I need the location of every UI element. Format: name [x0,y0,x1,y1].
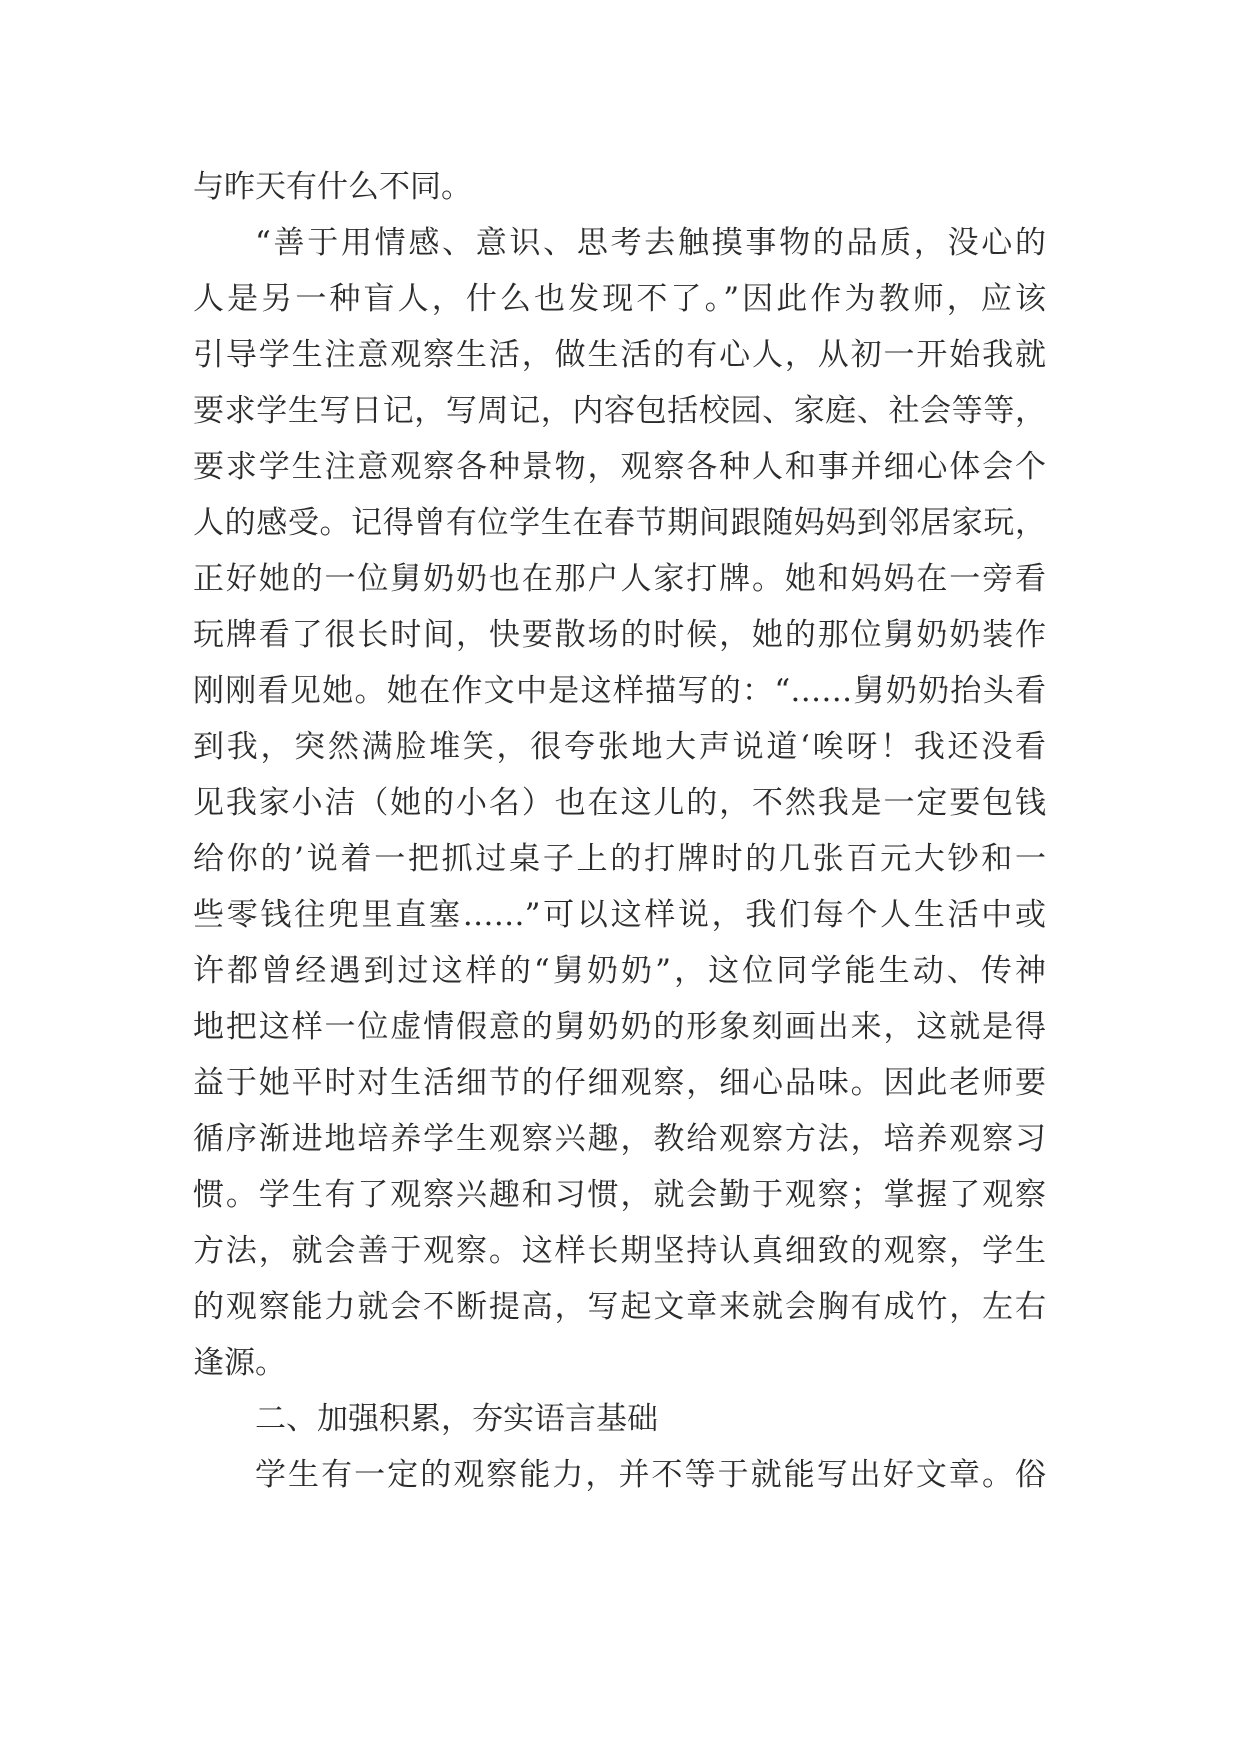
text-line: 惯。学生有了观察兴趣和习惯，就会勤于观察；掌握了观察 [193,1177,1046,1213]
text-line: 与昨天有什么不同。 [193,169,472,205]
text-line: 见我家小洁（她的小名）也在这儿的，不然我是一定要包钱 [193,785,1046,821]
text-line: 的观察能力就会不断提高，写起文章来就会胸有成竹，左右 [193,1289,1046,1325]
text-line: “善于用情感、意识、思考去触摸事物的品质，没心的 [255,225,1046,261]
text-line: 循序渐进地培养学生观察兴趣，教给观察方法，培养观察习 [193,1121,1046,1157]
text-line: 学生有一定的观察能力，并不等于就能写出好文章。俗 [255,1457,1046,1493]
text-line: 人的感受。记得曾有位学生在春节期间跟随妈妈到邻居家玩， [193,505,1046,541]
text-line: 地把这样一位虚情假意的舅奶奶的形象刻画出来，这就是得 [193,1009,1046,1045]
text-line: 要求学生注意观察各种景物，观察各种人和事并细心体会个 [193,449,1046,485]
text-line: 些零钱往兜里直塞……”可以这样说，我们每个人生活中或 [193,897,1046,933]
document-body [193,159,1046,1503]
text-line: 刚刚看见她。她在作文中是这样描写的：“……舅奶奶抬头看 [193,673,1046,709]
text-line: 引导学生注意观察生活，做生活的有心人，从初一开始我就 [193,337,1046,373]
text-line: 逢源。 [193,1345,286,1381]
text-line: 方法，就会善于观察。这样长期坚持认真细致的观察，学生 [193,1233,1046,1269]
text-line: 许都曾经遇到过这样的“舅奶奶”，这位同学能生动、传神 [193,953,1046,989]
text-line: 益于她平时对生活细节的仔细观察，细心品味。因此老师要 [193,1065,1046,1101]
text-line: 二、加强积累，夯实语言基础 [255,1401,658,1437]
text-line: 要求学生写日记，写周记，内容包括校园、家庭、社会等等， [193,393,1046,429]
text-line: 玩牌看了很长时间，快要散场的时候，她的那位舅奶奶装作 [193,617,1046,653]
text-line: 正好她的一位舅奶奶也在那户人家打牌。她和妈妈在一旁看 [193,561,1046,597]
text-line: 到我，突然满脸堆笑，很夸张地大声说道‘唉呀！我还没看 [193,729,1046,765]
text-line: 给你的’说着一把抓过桌子上的打牌时的几张百元大钞和一 [193,841,1046,877]
text-line: 人是另一种盲人，什么也发现不了。”因此作为教师，应该 [193,281,1046,317]
